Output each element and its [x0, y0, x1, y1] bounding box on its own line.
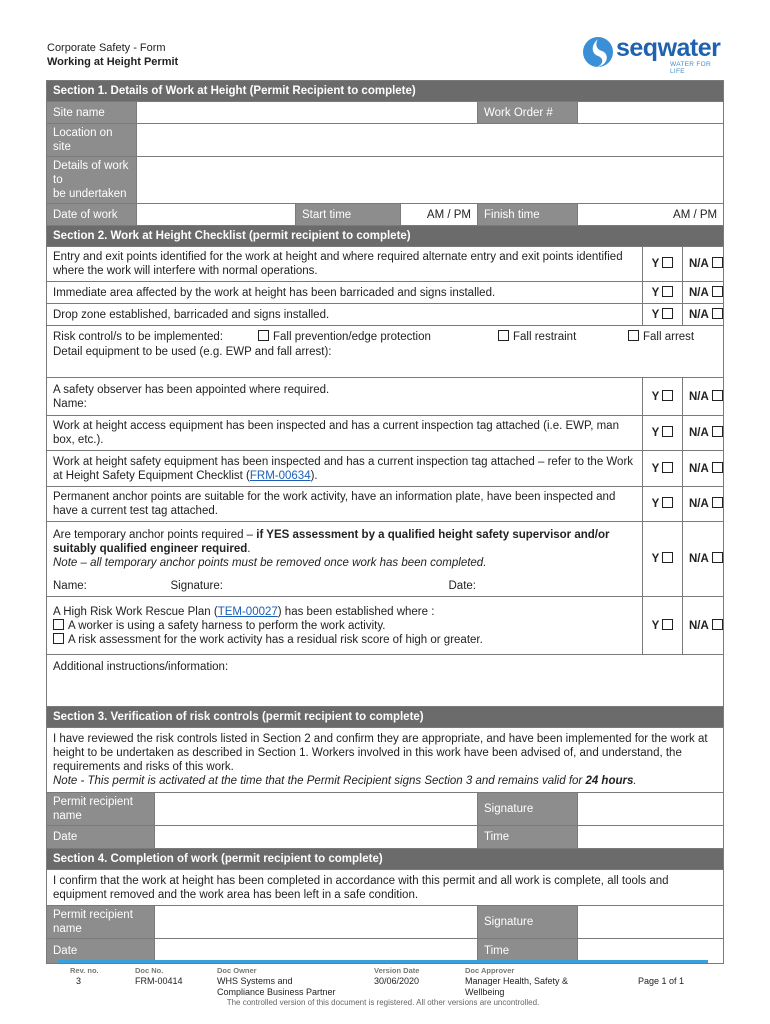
details-field[interactable] [137, 157, 724, 204]
risk-controls-row [47, 326, 724, 378]
checkbox[interactable] [662, 619, 673, 630]
checkbox[interactable] [712, 462, 723, 473]
s3-signature-field[interactable] [578, 793, 724, 826]
q7-yes[interactable]: Y [643, 487, 683, 522]
q1-yes[interactable]: Y [643, 247, 683, 282]
q5-yes[interactable]: Y [643, 416, 683, 451]
section3-title: Section 3. Verification of risk controls (permit recipient to complete) [47, 707, 724, 728]
section3-declaration: I have reviewed the risk controls listed in Section 2 and confirm they are appropriate, and have been implemented for the work at height to be undertaken as described in Section 1. Workers involved in this work have been advised of, and understand, the requirements and risks of this work. Note - This permit is activated at the time that the Permit Recipient signs Section 3 and remains valid for 24 hours. [47, 728, 724, 793]
footer-approver: Doc Approver Manager Health, Safety & Wellbeing [465, 966, 569, 997]
s3-recipient-label: Permit recipient name [47, 793, 155, 826]
temporary-anchor-note: Note – all temporary anchor points must be removed once work has been completed. [53, 557, 487, 570]
footer-divider [58, 960, 708, 963]
footer-page: Page 1 of 1 [638, 976, 685, 986]
checklist-q1: Entry and exit points identified for the work at height and where required alternate entry and exit points identified where the work will interfere with normal operations. [47, 247, 643, 282]
finish-time-label: Finish time [478, 204, 578, 226]
work-order-field[interactable] [578, 102, 724, 124]
q3-yes[interactable]: Y [643, 304, 683, 326]
validity-note: Note - This permit is activated at the time that the Permit Recipient signs Section 3 and remains valid for 24 hours. [53, 775, 637, 787]
s4-recipient-label: Permit recipient name [47, 906, 155, 939]
checklist-q9: A High Risk Work Rescue Plan (TEM-00027) has been established where : A worker is using a safety harness to perform the work activity. A risk assessment for the work activity has a residual risk score of high or greater. [47, 597, 643, 655]
water-drop-icon [582, 34, 614, 70]
controlled-notice: The controlled version of this document is registered. All other versions are uncontrolled. [226, 998, 540, 1007]
s4-time-label: Time [478, 939, 578, 964]
checklist-q5: Work at height access equipment has been inspected and has a current inspection tag attached (i.e. EWP, man box, etc.). [47, 416, 643, 451]
details-label-line2: be undertaken [53, 188, 127, 200]
site-name-field[interactable] [137, 102, 478, 124]
rescue-option-risk[interactable]: A risk assessment for the work activity has a residual risk score of high or greater. [53, 633, 636, 647]
checkbox[interactable] [712, 552, 723, 563]
checklist-q8: Are temporary anchor points required – if YES assessment by a qualified height safety supervisor and/or suitably qualified engineer required. Note – all temporary anchor points must be removed once work has been completed. [47, 522, 643, 577]
checkbox[interactable] [628, 330, 639, 341]
document-header [47, 41, 178, 69]
footer-rev: Rev. no. 3 [70, 966, 99, 986]
checkbox[interactable] [712, 619, 723, 630]
q2-yes[interactable]: Y [643, 282, 683, 304]
location-label: Location on site [47, 124, 137, 157]
s3-recipient-field[interactable] [155, 793, 478, 826]
footer-version: Version Date 30/06/2020 [374, 966, 420, 986]
checkbox[interactable] [712, 426, 723, 437]
checklist-q4: A safety observer has been appointed where required. Name: [47, 378, 643, 416]
start-time-label: Start time [296, 204, 401, 226]
q8-na[interactable]: N/A [683, 522, 724, 597]
logo-name: seqwater [616, 34, 721, 62]
s3-date-label: Date [47, 826, 155, 849]
finish-time-field[interactable] [578, 204, 724, 226]
checkbox[interactable] [53, 619, 64, 630]
q6-yes[interactable]: Y [643, 451, 683, 487]
s4-signature-field[interactable] [578, 906, 724, 939]
s3-time-field[interactable] [578, 826, 724, 849]
logo-tagline: WATER FOR LIFE [670, 61, 711, 75]
checkbox[interactable] [712, 308, 723, 319]
section1-title: Section 1. Details of Work at Height (Permit Recipient to complete) [47, 81, 724, 102]
frm-00634-link[interactable]: FRM-00634 [249, 469, 311, 482]
checkbox[interactable] [712, 286, 723, 297]
checkbox[interactable] [662, 462, 673, 473]
q1-na[interactable]: N/A [683, 247, 724, 282]
checkbox[interactable] [498, 330, 509, 341]
checkbox[interactable] [712, 390, 723, 401]
checkbox[interactable] [662, 426, 673, 437]
q8-yes[interactable]: Y [643, 522, 683, 597]
fall-prevention-option[interactable]: Fall prevention/edge protection [258, 330, 431, 344]
q4-yes[interactable]: Y [643, 378, 683, 416]
s4-date-label: Date [47, 939, 155, 964]
tem-00027-link[interactable]: TEM-00027 [217, 605, 278, 618]
checkbox[interactable] [53, 633, 64, 644]
checkbox[interactable] [712, 257, 723, 268]
checkbox[interactable] [662, 552, 673, 563]
detail-equipment-label: Detail equipment to be used (e.g. EWP and fall arrest): [53, 346, 332, 358]
sig-date-label: Date: [401, 577, 643, 597]
checklist-q3: Drop zone established, barricaded and signs installed. [47, 304, 643, 326]
document-footer [58, 960, 708, 1007]
footer-owner: Doc Owner WHS Systems and Compliance Business Partner [217, 966, 336, 997]
q4-na[interactable]: N/A [683, 378, 724, 416]
seqwater-logo [582, 34, 722, 74]
q2-na[interactable]: N/A [683, 282, 724, 304]
checkbox[interactable] [662, 286, 673, 297]
rescue-option-harness[interactable]: A worker is using a safety harness to perform the work activity. [53, 619, 636, 633]
s3-signature-label: Signature [478, 793, 578, 826]
s3-time-label: Time [478, 826, 578, 849]
start-ampm: AM / PM [426, 208, 471, 221]
start-time-field[interactable] [401, 204, 478, 226]
checkbox[interactable] [662, 390, 673, 401]
s3-date-field[interactable] [155, 826, 478, 849]
checkbox[interactable] [712, 497, 723, 508]
fall-arrest-option[interactable]: Fall arrest [628, 330, 694, 344]
footer-doc-no: Doc No. FRM-00414 [135, 966, 183, 986]
work-order-label: Work Order # [478, 102, 578, 124]
section3-header [47, 707, 724, 728]
checklist-q2: Immediate area affected by the work at height has been barricaded and signs installed. [47, 282, 643, 304]
date-of-work-label: Date of work [47, 204, 137, 226]
header-category: Corporate Safety - Form [47, 42, 166, 54]
permit-form [46, 80, 724, 964]
q7-na[interactable]: N/A [683, 487, 724, 522]
s4-recipient-field[interactable] [155, 906, 478, 939]
checkbox[interactable] [258, 330, 269, 341]
checklist-q7: Permanent anchor points are suitable for the work activity, have an information plate, have been inspected and have a current test tag attached. [47, 487, 643, 522]
s4-signature-label: Signature [478, 906, 578, 939]
site-name-label: Site name [47, 102, 137, 124]
section4-header [47, 849, 724, 870]
section4-title: Section 4. Completion of work (permit recipient to complete) [47, 849, 724, 870]
q9-na[interactable]: N/A [683, 597, 724, 655]
details-label [47, 157, 137, 204]
finish-ampm: AM / PM [673, 208, 718, 221]
q5-na[interactable]: N/A [683, 416, 724, 451]
sig-name-label: Name: [47, 577, 155, 597]
q3-na[interactable]: N/A [683, 304, 724, 326]
form-title: Working at Height Permit [47, 56, 179, 68]
checklist-q6: Work at height safety equipment has been inspected and has a current inspection tag attached – refer to the Work at Height Safety Equipment Checklist (FRM-00634). [47, 451, 643, 487]
section2-title: Section 2. Work at Height Checklist (permit recipient to complete) [47, 226, 724, 247]
checkbox[interactable] [662, 308, 673, 319]
additional-instructions[interactable]: Additional instructions/information: [47, 655, 724, 707]
details-label-line1: Details of work to [53, 160, 129, 186]
fall-restraint-option[interactable]: Fall restraint [498, 330, 576, 344]
section1-header [47, 81, 724, 102]
location-field[interactable] [137, 124, 724, 157]
risk-controls-label: Risk control/s to be implemented: [53, 331, 224, 343]
date-of-work-field[interactable] [137, 204, 296, 226]
sig-signature-label: Signature: [155, 577, 401, 597]
section4-declaration: I confirm that the work at height has been completed in accordance with this permit and all work is complete, all tools and equipment removed and the work area has been left in a safe condition. [47, 870, 724, 906]
checkbox[interactable] [662, 257, 673, 268]
checkbox[interactable] [662, 497, 673, 508]
section2-header [47, 226, 724, 247]
q6-na[interactable]: N/A [683, 451, 724, 487]
q9-yes[interactable]: Y [643, 597, 683, 655]
